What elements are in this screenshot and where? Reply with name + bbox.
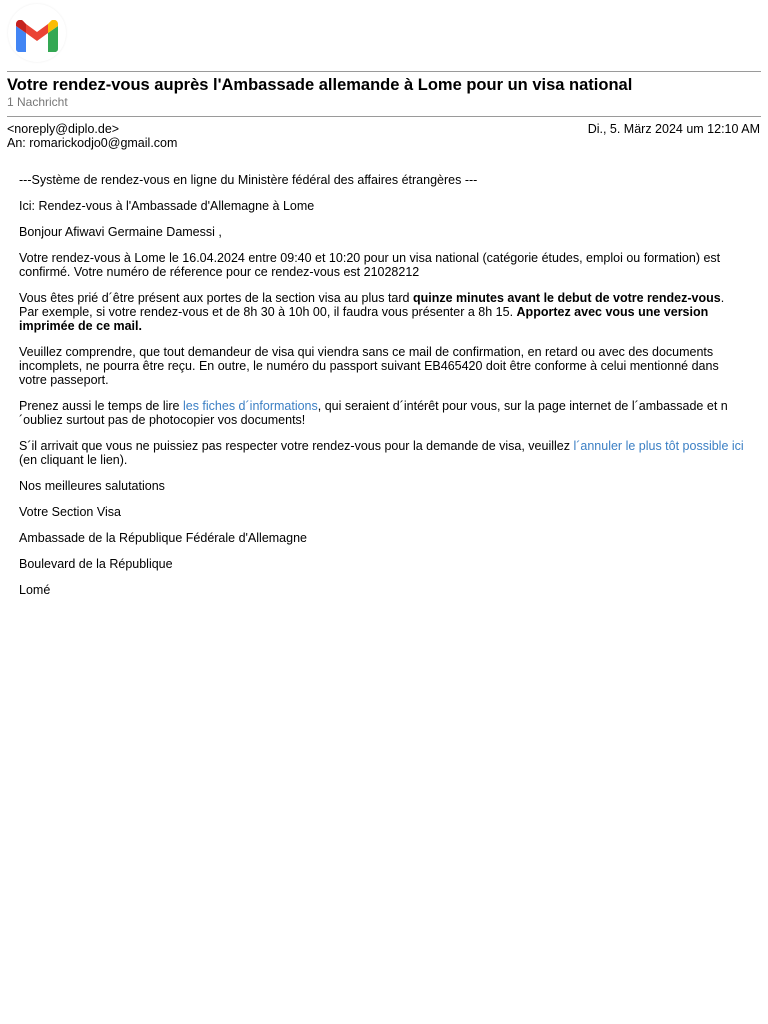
closing: Nos meilleures salutations (19, 479, 165, 493)
confirmation-paragraph: Votre rendez-vous à Lome le 16.04.2024 entre 09:40 et 10:20 pour un visa national (catégorie études, emploi ou formation) est confirmé. Votre numéro de réference pour ce rendez-vous est 21028212 (19, 251, 721, 279)
warning-paragraph: Veuillez comprendre, que tout demandeur de visa qui viendra sans ce mail de confirmation, en retard ou avec des documents incomplets, ne pourra être reçu. En outre, le numéro du passport suivant EB465420 doit être conforme à celui mentionné dans votre passeport. (19, 345, 719, 387)
presence-bold-2: Apportez avec vous une version imprimée de ce mail. (19, 305, 709, 333)
presence-text-2: . Par exemple, si votre rendez-vous et de 8h 30 à 10h 00, il faudra vous présenter a 8h 15. (19, 291, 725, 319)
info-text-1: Prenez aussi le temps de lire (19, 399, 183, 413)
cancel-paragraph (19, 439, 747, 467)
recipient-address: romarickodjo0@gmail.com (29, 136, 178, 150)
ici-line: Ici: Rendez-vous à l'Ambassade d'Allemagne à Lome (19, 199, 315, 213)
header-divider-top (7, 71, 761, 72)
info-sheets-link[interactable]: les fiches d´informations (182, 399, 318, 413)
presence-paragraph (19, 291, 747, 333)
greeting: Bonjour Afiwavi Germaine Damessi , (19, 225, 222, 239)
system-line: ---Système de rendez-vous en ligne du Ministère fédéral des affaires étrangères --- (19, 173, 478, 187)
presence-bold-1: quinze minutes avant le debut de votre rendez-vous (412, 291, 721, 305)
sender-address: <noreply@diplo.de> (7, 122, 120, 136)
cancel-appointment-link[interactable]: l´annuler le plus tôt possible ici (573, 439, 744, 453)
signature-line-1: Votre Section Visa (19, 505, 121, 519)
signature-line-2: Ambassade de la République Fédérale d'Allemagne (19, 531, 307, 545)
cancel-text-2: (en cliquant le lien). (19, 453, 128, 467)
email-subject: Votre rendez-vous auprès l'Ambassade allemande à Lome pour un visa national (7, 76, 633, 94)
cancel-text-1: S´il arrivait que vous ne puissiez pas respecter votre rendez-vous pour la demande de visa, veuillez (19, 439, 574, 453)
header-divider-bottom (7, 116, 761, 117)
signature-line-4: Lomé (19, 583, 51, 597)
recipient-line (7, 136, 177, 150)
email-body (19, 173, 747, 609)
recipient-label: An: (7, 136, 30, 150)
sent-date: Di., 5. März 2024 um 12:10 AM (587, 122, 760, 136)
gmail-envelope-icon (16, 20, 58, 52)
info-text-2: , qui seraient d´intérêt pour vous, sur la page internet de l´ambassade et n´oubliez surtout pas de photocopier vos documents! (19, 399, 728, 427)
info-paragraph (19, 399, 747, 427)
signature-line-3: Boulevard de la République (19, 557, 173, 571)
gmail-logo-icon (8, 4, 66, 62)
presence-text-1: Vous êtes prié d´être présent aux portes de la section visa au plus tard (19, 291, 413, 305)
message-count: 1 Nachricht (7, 95, 68, 109)
